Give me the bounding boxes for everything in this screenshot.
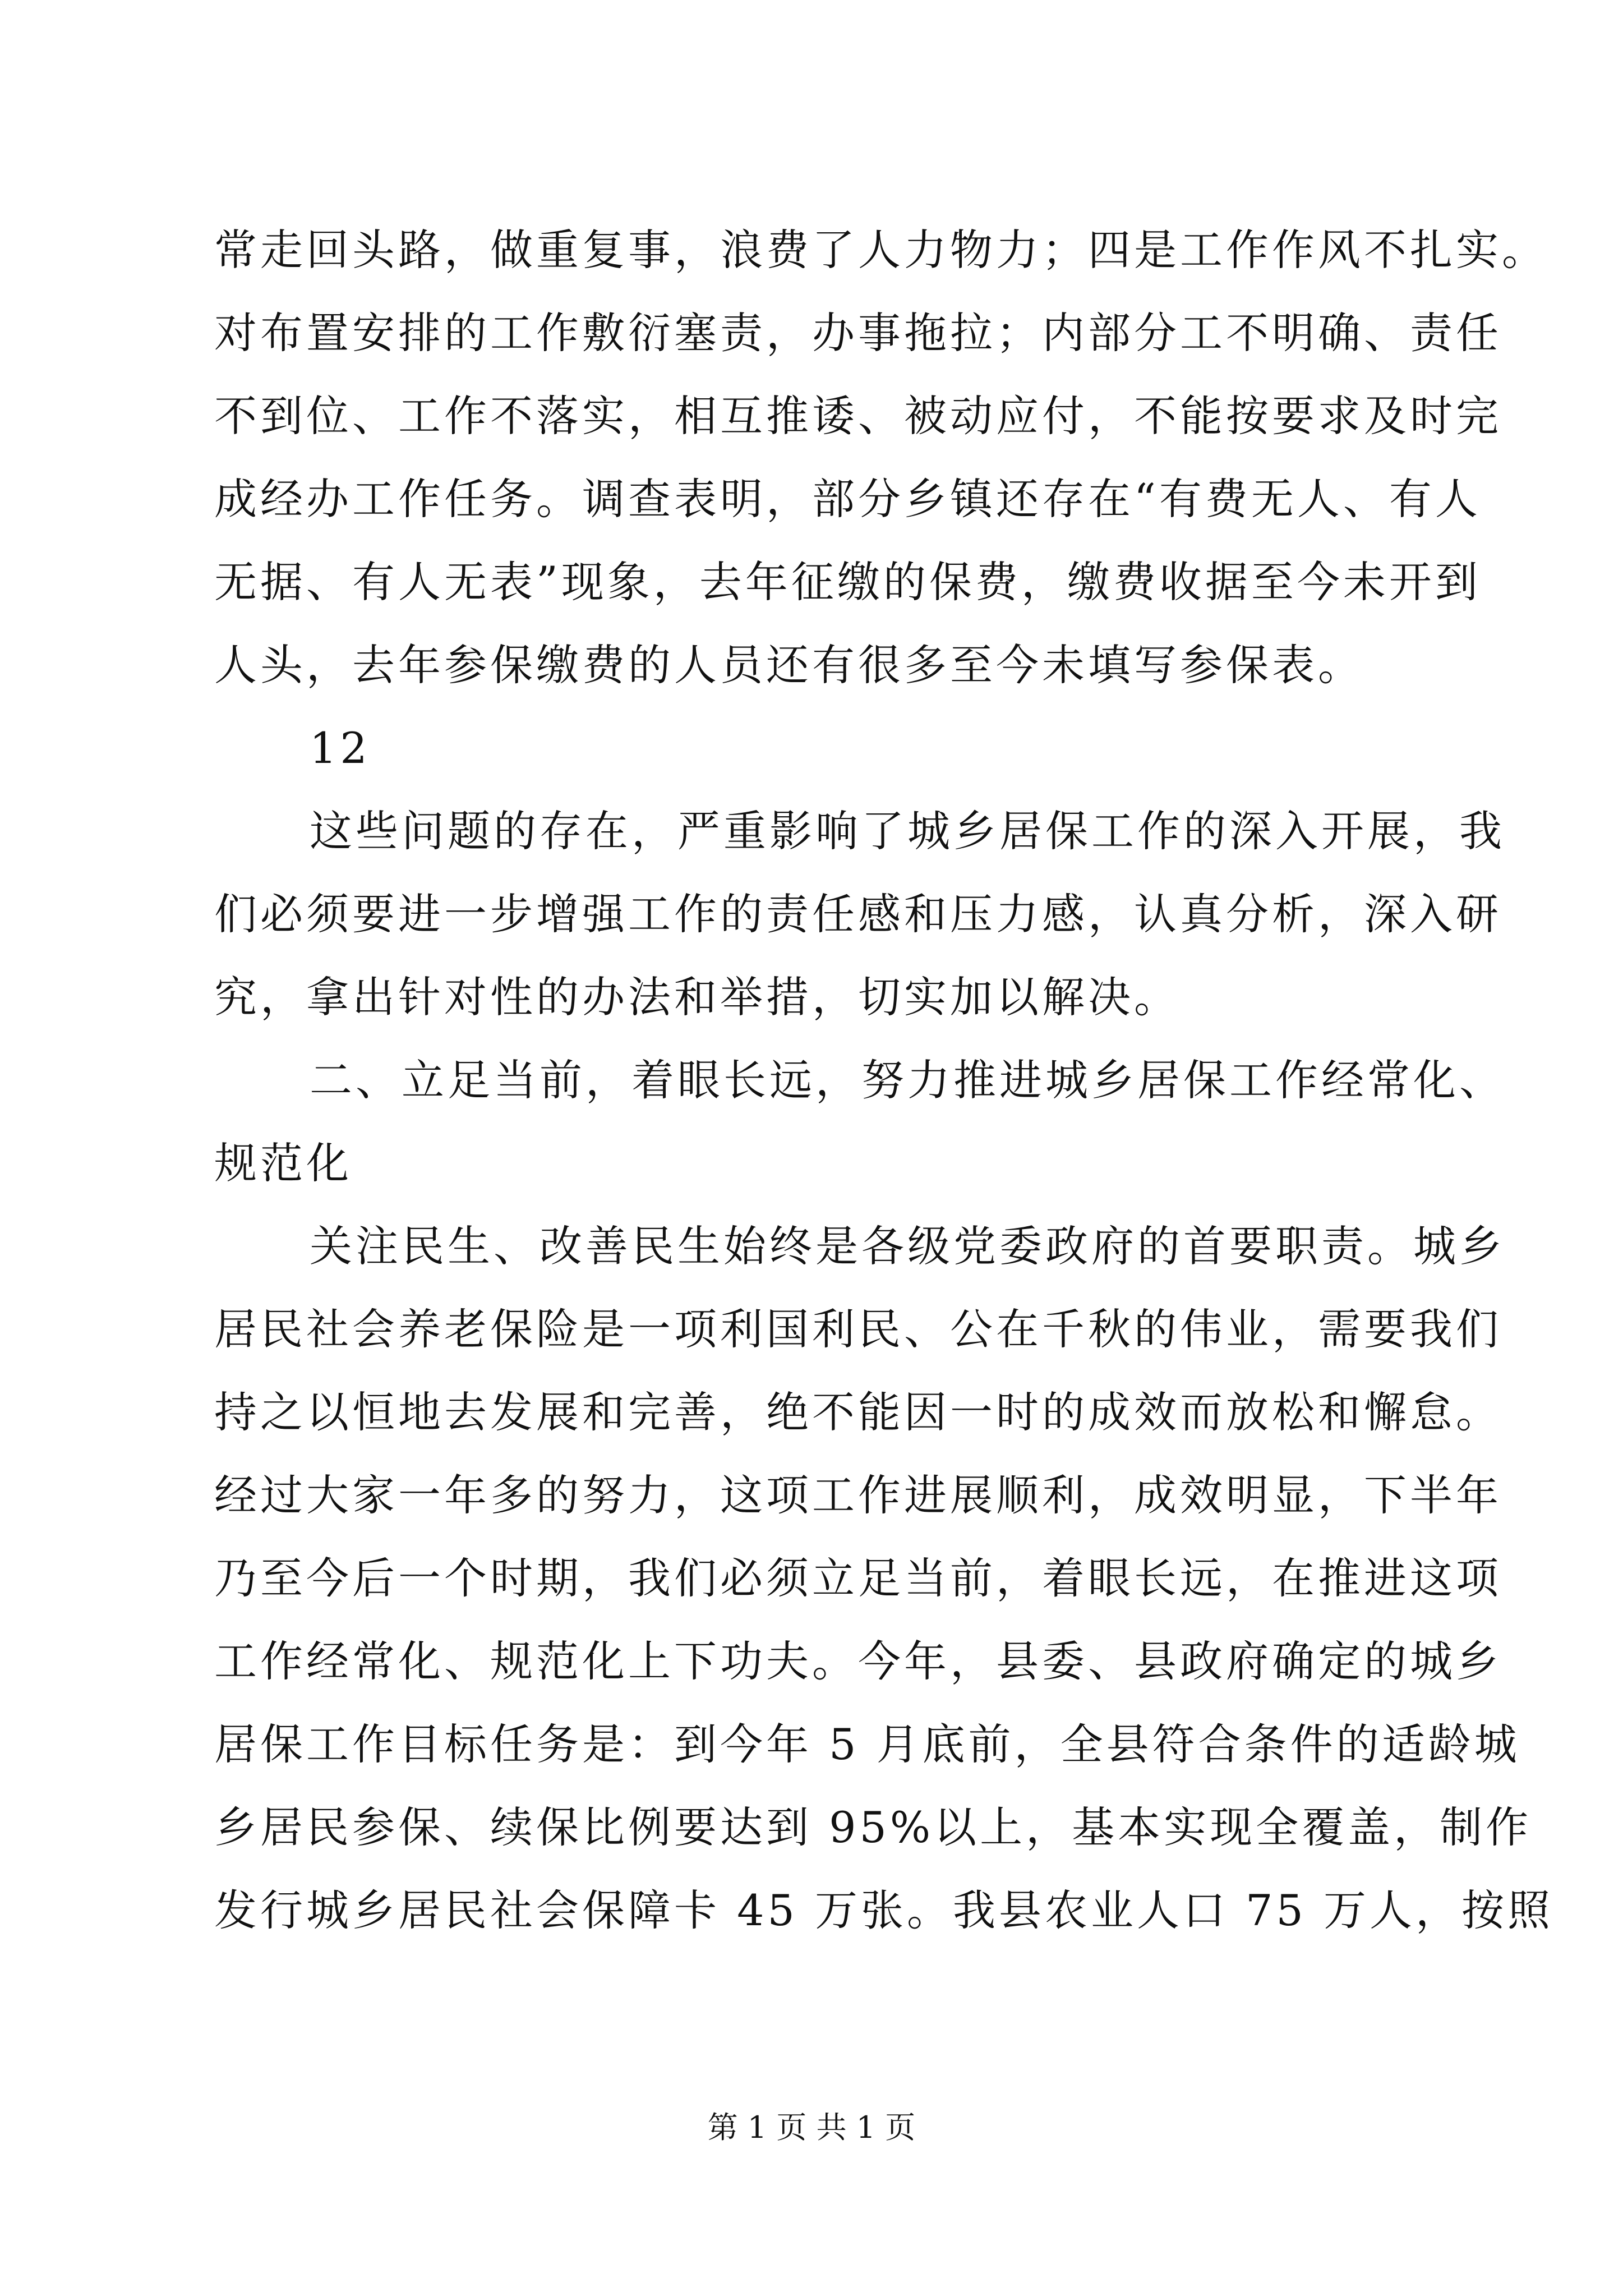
page-footer: 第 1 页 共 1 页 xyxy=(707,2110,916,2145)
text-line-19: 居保工作目标任务是：到今年 5 月底前，全县符合条件的适龄城 xyxy=(214,1719,1520,1769)
text-line-1: 常走回头路，做重复事，浪费了人力物力；四是工作作风不扎实。 xyxy=(214,225,1548,275)
text-line-7: 12 xyxy=(310,723,371,773)
text-line-20: 乡居民参保、续保比例要达到 95%以上，基本实现全覆盖，制作 xyxy=(214,1802,1532,1852)
text-line-15: 持之以恒地去发展和完善，绝不能因一时的成效而放松和懈怠。 xyxy=(214,1387,1502,1437)
text-line-17: 乃至今后一个时期，我们必须立足当前，着眼长远，在推进这项 xyxy=(214,1553,1502,1603)
text-line-4: 成经办工作任务。调查表明，部分乡镇还存在“有费无人、有人 xyxy=(214,474,1481,524)
text-line-13: 关注民生、改善民生始终是各级党委政府的首要职责。城乡 xyxy=(310,1221,1505,1271)
section-heading-line-1: 二、立足当前，着眼长远，努力推进城乡居保工作经常化、 xyxy=(310,1055,1505,1105)
text-line-5: 无据、有人无表”现象，去年征缴的保费，缴费收据至今未开到 xyxy=(214,557,1481,607)
text-line-16: 经过大家一年多的努力，这项工作进展顺利，成效明显，下半年 xyxy=(214,1470,1502,1520)
section-heading-line-2: 规范化 xyxy=(214,1138,352,1188)
body-text xyxy=(214,209,1554,1952)
text-line-9: 们必须要进一步增强工作的责任感和压力感，认真分析，深入研 xyxy=(214,889,1502,939)
text-line-21: 发行城乡居民社会保障卡 45 万张。我县农业人口 75 万人，按照 xyxy=(214,1885,1554,1935)
text-line-10: 究，拿出针对性的办法和举措，切实加以解决。 xyxy=(214,972,1180,1022)
text-line-14: 居民社会养老保险是一项利国利民、公在千秋的伟业，需要我们 xyxy=(214,1304,1502,1354)
text-line-8: 这些问题的存在，严重影响了城乡居保工作的深入开展，我 xyxy=(310,806,1505,856)
text-line-3: 不到位、工作不落实，相互推诿、被动应付，不能按要求及时完 xyxy=(214,391,1502,441)
text-line-18: 工作经常化、规范化上下功夫。今年，县委、县政府确定的城乡 xyxy=(214,1636,1502,1686)
text-line-2: 对布置安排的工作敷衍塞责，办事拖拉；内部分工不明确、责任 xyxy=(214,308,1502,358)
text-line-6: 人头，去年参保缴费的人员还有很多至今未填写参保表。 xyxy=(214,640,1364,690)
